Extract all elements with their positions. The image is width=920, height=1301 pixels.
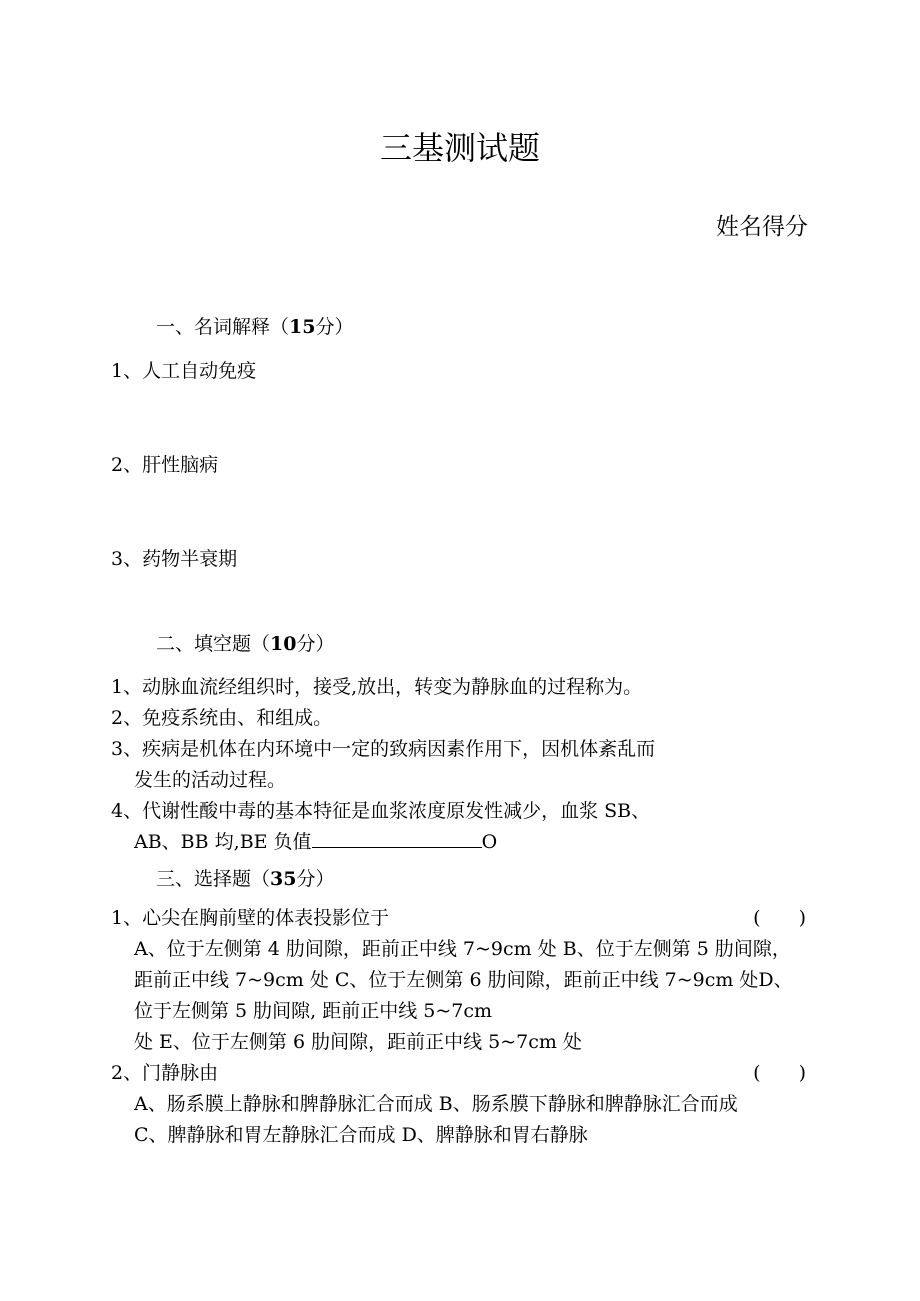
fill-question-3-line-1: 3、疾病是机体在内环境中一定的致病因素作用下，因机体紊乱而 bbox=[111, 738, 656, 760]
fill-question-1: 1、动脉血流经组织时，接受,放出，转变为静脉血的过程称为。 bbox=[111, 676, 643, 698]
choice-question-1-options-line-1: A、位于左侧第 4 肋间隙，距前正中线 7~9cm 处 B、位于左侧第 5 肋间隙， bbox=[134, 938, 791, 960]
section-heading-choice bbox=[156, 866, 334, 892]
fill-question-4-tail: O bbox=[481, 831, 498, 853]
section-suffix: 分） bbox=[296, 633, 335, 655]
choice-question-1-options-line-3: 位于左侧第 5 肋间隙, 距前正中线 5~7cm bbox=[134, 1000, 493, 1022]
answer-paren: ( ) bbox=[753, 907, 806, 929]
choice-question-2-options-line-2: C、脾静脉和胃左静脉汇合而成 D、脾静脉和胃右静脉 bbox=[134, 1124, 588, 1146]
fill-question-4-line-2 bbox=[134, 829, 497, 855]
fill-question-4-line-1: 4、代谢性酸中毒的基本特征是血浆浓度原发性减少，血浆 SB、 bbox=[111, 800, 651, 822]
answer-paren: ( ) bbox=[753, 1062, 806, 1084]
fill-question-4-text: AB、BB 均,BE 负值 bbox=[134, 831, 312, 853]
choice-question-1-options-line-2: 距前正中线 7~9cm 处 C、位于左侧第 6 肋间隙，距前正中线 7~9cm 处D、 bbox=[134, 969, 793, 991]
section-prefix: 三、选择题（ bbox=[156, 868, 271, 890]
answer-blank bbox=[312, 829, 482, 848]
section-suffix: 分） bbox=[315, 316, 354, 338]
term-question-2: 2、肝性脑病 bbox=[111, 454, 219, 476]
choice-question-1-stem: 1、心尖在胸前壁的体表投影位于 bbox=[111, 907, 390, 929]
name-score-label: 姓名得分 bbox=[716, 214, 808, 240]
section-points: 15 bbox=[289, 316, 316, 338]
section-prefix: 二、填空题（ bbox=[156, 633, 271, 655]
page-title: 三基测试题 bbox=[379, 129, 540, 167]
choice-question-1-options-line-4: 处 E、位于左侧第 6 肋间隙，距前正中线 5~7cm 处 bbox=[134, 1031, 582, 1053]
section-prefix: 一、名词解释（ bbox=[156, 316, 290, 338]
section-suffix: 分） bbox=[296, 868, 335, 890]
section-points: 35 bbox=[270, 868, 297, 890]
term-question-3: 3、药物半衰期 bbox=[111, 548, 238, 570]
fill-question-3-line-2: 发生的活动过程。 bbox=[134, 769, 287, 791]
choice-question-2-options-line-1: A、肠系膜上静脉和脾静脉汇合而成 B、肠系膜下静脉和脾静脉汇合而成 bbox=[134, 1093, 738, 1115]
section-points: 10 bbox=[270, 633, 297, 655]
section-heading-fill bbox=[156, 631, 334, 657]
term-question-1: 1、人工自动免疫 bbox=[111, 360, 257, 382]
fill-question-2: 2、免疫系统由、和组成。 bbox=[111, 707, 333, 729]
section-heading-terms bbox=[156, 314, 353, 340]
choice-question-2-stem: 2、门静脉由 bbox=[111, 1062, 219, 1084]
